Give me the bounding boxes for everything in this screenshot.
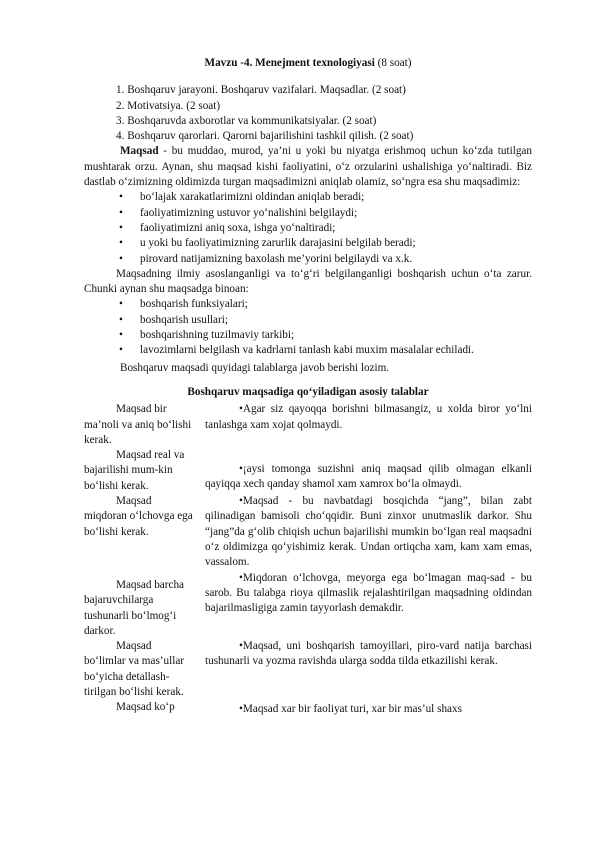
explanation-text: Miqdoran o‘lchovga, meyorga ega bo‘lmagan maq-sad - bu sarob. Bu talabga rioya qilmaslik rejalashtirilgan maqsadning oldindan bajarilmasligiga zamin tayyorlash demakdir.: [205, 571, 532, 615]
explanation-text: Agar siz qayoqqa borishni bilmasangiz, u xolda biror yo‘lni tanlashga xam xojat qolmaydi.: [205, 403, 532, 431]
list-item: [84, 190, 532, 205]
requirements-intro: Boshqaruv maqsadi quyidagi talablarga javob berishi lozim.: [120, 361, 390, 374]
requirement-label: [84, 700, 205, 717]
requirement-row: [84, 464, 532, 639]
outline-item: 2. Motivatsiya. (2 soat): [116, 99, 221, 112]
management-aspects-list: [84, 297, 532, 343]
requirement-label-text: Maqsad ko‘p: [116, 701, 175, 714]
explanation-text: Maqsad xar bir faoliyat turi, xar bir mas’ul shaxs: [242, 703, 462, 716]
requirements-table: [84, 402, 532, 717]
bullet-icon: •: [239, 463, 243, 476]
bullet-icon: •: [239, 703, 243, 716]
list-item: [84, 313, 532, 328]
requirement-label: [84, 464, 205, 639]
bullet-icon: •: [119, 221, 123, 234]
bullet-icon: •: [119, 237, 123, 250]
importance-paragraph: Maqsadning ilmiy asoslanganligi va to‘g‘ri belgilanganligi boshqarish uchun o‘ta zarur. Chunki aynan shu maqsadga binoan:: [84, 267, 532, 296]
list-item: [84, 252, 532, 267]
explanation-paragraph: [205, 402, 532, 433]
explanation-text: Maqsad - bu navbatdagi bosqichda “jang”, bilan zabt qilinadigan bamisoli cho‘qqidir. Buni zinxor unutmaslik darkor. Shu “jang”da g‘olib chiqish uchun bajarilishi mumkin bo‘lgan real maqsadni o‘z oldimizga qo‘yishimiz kerak. Undan ortiqcha xam, kam xam emas, vassalom.: [205, 495, 532, 569]
bullet-icon: •: [119, 313, 123, 326]
bullet-icon: •: [119, 252, 123, 265]
outline-item: 1. Boshqaruv jarayoni. Boshqaruv vazifalari. Maqsadlar. (2 soat): [116, 84, 406, 97]
title-hours: (8 soat): [374, 57, 412, 69]
requirement-label: [84, 639, 205, 700]
requirement-label-text: Maqsad miqdoran o‘lchovga ega bo‘lishi kerak.: [84, 495, 193, 538]
definition-paragraph: [84, 144, 532, 190]
topic-outline: [84, 83, 532, 144]
list-item-text: boshqarishning tuzilmaviy tarkibi;: [140, 329, 295, 342]
requirement-explanation: [205, 464, 532, 639]
explanation-paragraph: [205, 494, 532, 570]
requirements-heading: Boshqaruv maqsadiga qo‘yiladigan asosiy talablar: [187, 385, 429, 398]
requirement-row: [84, 402, 532, 448]
list-item-text: u yoki bu faoliyatimizning zarurlik darajasini belgilab beradi;: [140, 237, 416, 250]
bullet-icon: •: [119, 191, 123, 204]
list-item: [84, 221, 532, 236]
list-item-wrapped: [84, 343, 532, 358]
list-item-text: boshqarish funksiyalari;: [140, 298, 248, 311]
requirement-label-text: Maqsad real va bajarilishi mum-kin bo‘lishi kerak.: [84, 449, 185, 492]
page-title: [84, 56, 532, 71]
list-item-text: pirovard natijamizning baxolash me’yorini belgilaydi va x.k.: [140, 252, 413, 265]
list-item-text: faoliyatimizning ustuvor yo‘nalishini belgilaydi;: [140, 206, 358, 219]
explanation-paragraph: [205, 639, 532, 670]
bullet-icon: •: [119, 344, 123, 357]
explanation-text: ¡aysi tomonga suzishni aniq maqsad qilib olmagan elkanli qayiqqa xech qanday shamol xam xamrox bo‘la olmaydi.: [205, 463, 532, 491]
bullet-icon: •: [239, 640, 243, 653]
explanation-text: Maqsad, uni boshqarish tamoyillari, piro-vard natija barchasi tushunarli va yozma ravishda ularga sodda tilda etkazilishi kerak.: [205, 640, 532, 668]
document-page: [84, 46, 532, 718]
goal-effects-list: [84, 190, 532, 266]
definition-term: Maqsad: [120, 145, 159, 158]
requirement-label-text: Maqsad bo‘limlar va mas’ullar bo‘yicha detallash-tirilgan bo‘lishi kerak.: [84, 640, 185, 698]
list-item: [84, 206, 532, 221]
bullet-icon: •: [119, 329, 123, 342]
list-item-text: lavozimlarni belgilash va kadrlarni tanlash kabi muxim masalalar echiladi.: [140, 344, 474, 357]
requirement-row: [84, 639, 532, 700]
list-item: [84, 328, 532, 343]
definition-text: - bu muddao, murod, ya’ni u yoki bu niyatga erishmoq uchun ko‘zda tutilgan mushtarak orzu. Aynan, shu maqsad kishi faoliyatini, o‘z orzularini ushalishiga yo‘naltiradi. Biz dastlab o‘zimizning oldimizda turgan maqsadimizni aniqlab olamiz, so‘ngra esa shu maqsadimiz:: [84, 145, 532, 189]
requirement-explanation: [205, 700, 532, 717]
requirement-row: [84, 700, 532, 717]
list-item-text: boshqarish usullari;: [140, 313, 228, 326]
list-item-text: faoliyatimizni aniq soxa, ishga yo‘naltiradi;: [140, 221, 336, 234]
outline-item: 4. Boshqaruv qarorlari. Qarorni bajarilishini tashkil qilish. (2 soat): [116, 130, 414, 143]
requirement-label: [84, 402, 205, 448]
explanation-paragraph: [205, 571, 532, 617]
bullet-icon: •: [119, 298, 123, 311]
outline-item: 3. Boshqaruvda axborotlar va kommunikatsiyalar. (2 soat): [116, 114, 377, 127]
bullet-icon: •: [239, 403, 243, 416]
bullet-icon: •: [119, 206, 123, 219]
bullet-icon: •: [239, 571, 243, 584]
requirement-label-text: Maqsad barcha bajaruvchilarga tushunarli bo‘lmog‘i darkor.: [84, 578, 185, 637]
requirement-label-text: Maqsad bir ma’noli va aniq bo‘lishi kerak.: [84, 403, 192, 446]
explanation-paragraph: [205, 702, 532, 717]
list-item: [84, 236, 532, 251]
title-main: Mavzu -4. Menejment texnologiyasi: [204, 57, 375, 69]
requirement-explanation: [205, 639, 532, 700]
list-item: [84, 297, 532, 312]
bullet-icon: •: [239, 495, 243, 508]
list-item-text: bo‘lajak xarakatlarimizni oldindan aniqlab beradi;: [140, 191, 365, 204]
requirement-explanation: [205, 402, 532, 448]
